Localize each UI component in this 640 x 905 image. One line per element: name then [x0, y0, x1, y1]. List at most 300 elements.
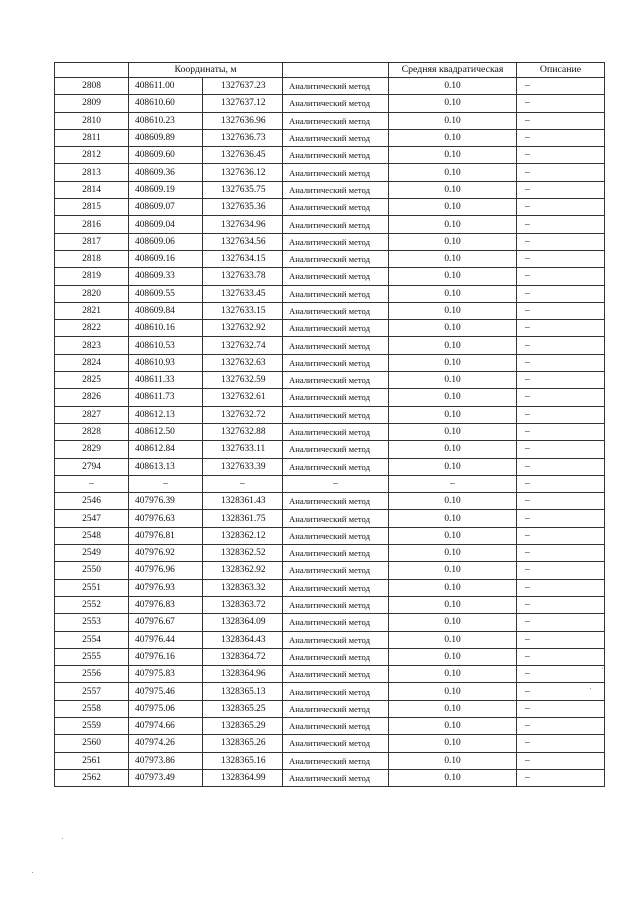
- error-cell: 0.10: [389, 147, 517, 164]
- table-row: [55, 233, 605, 250]
- table-row: [55, 337, 605, 354]
- method-cell: Аналитический метод: [283, 717, 389, 734]
- table-row: [55, 285, 605, 302]
- table-row: [55, 475, 605, 492]
- x-coordinate-cell: 408609.89: [129, 129, 203, 146]
- table-body: [55, 78, 605, 787]
- error-cell: 0.10: [389, 614, 517, 631]
- x-coordinate-cell: 407976.16: [129, 648, 203, 665]
- point-number-cell: 2546: [55, 493, 129, 510]
- method-cell: Аналитический метод: [283, 199, 389, 216]
- table-row: [55, 423, 605, 440]
- point-number-cell: 2549: [55, 545, 129, 562]
- y-coordinate-cell: 1328365.26: [203, 735, 283, 752]
- method-cell: Аналитический метод: [283, 631, 389, 648]
- description-cell: –: [517, 147, 605, 164]
- header-description: Описание: [517, 63, 605, 78]
- table-row: [55, 614, 605, 631]
- x-coordinate-cell: 408613.13: [129, 458, 203, 475]
- table-row: [55, 320, 605, 337]
- error-cell: 0.10: [389, 596, 517, 613]
- description-cell: –: [517, 545, 605, 562]
- description-cell: –: [517, 700, 605, 717]
- point-number-cell: 2823: [55, 337, 129, 354]
- description-cell: –: [517, 562, 605, 579]
- point-number-cell: 2821: [55, 302, 129, 319]
- point-number-cell: 2810: [55, 112, 129, 129]
- point-number-cell: 2548: [55, 527, 129, 544]
- method-cell: Аналитический метод: [283, 320, 389, 337]
- method-cell: Аналитический метод: [283, 406, 389, 423]
- error-cell: 0.10: [389, 717, 517, 734]
- point-number-cell: 2813: [55, 164, 129, 181]
- table-row: [55, 735, 605, 752]
- point-number-cell: 2827: [55, 406, 129, 423]
- y-coordinate-cell: 1327635.75: [203, 181, 283, 198]
- description-cell: –: [517, 406, 605, 423]
- method-cell: Аналитический метод: [283, 423, 389, 440]
- scan-speck: [32, 872, 33, 873]
- y-coordinate-cell: 1328364.09: [203, 614, 283, 631]
- point-number-cell: 2826: [55, 389, 129, 406]
- description-cell: –: [517, 752, 605, 769]
- table-row: [55, 268, 605, 285]
- x-coordinate-cell: 408609.19: [129, 181, 203, 198]
- y-coordinate-cell: 1327633.15: [203, 302, 283, 319]
- method-cell: Аналитический метод: [283, 458, 389, 475]
- y-coordinate-cell: 1328362.92: [203, 562, 283, 579]
- x-coordinate-cell: 408610.23: [129, 112, 203, 129]
- table-row: [55, 579, 605, 596]
- y-coordinate-cell: 1327633.11: [203, 441, 283, 458]
- error-cell: 0.10: [389, 337, 517, 354]
- x-coordinate-cell: 408609.06: [129, 233, 203, 250]
- method-cell: Аналитический метод: [283, 441, 389, 458]
- description-cell: –: [517, 475, 605, 492]
- description-cell: –: [517, 354, 605, 371]
- x-coordinate-cell: 408609.07: [129, 199, 203, 216]
- error-cell: 0.10: [389, 406, 517, 423]
- error-cell: 0.10: [389, 95, 517, 112]
- x-coordinate-cell: 407975.83: [129, 666, 203, 683]
- point-number-cell: 2816: [55, 216, 129, 233]
- method-cell: Аналитический метод: [283, 389, 389, 406]
- table-row: [55, 129, 605, 146]
- method-cell: Аналитический метод: [283, 164, 389, 181]
- error-cell: 0.10: [389, 112, 517, 129]
- description-cell: –: [517, 337, 605, 354]
- point-number-cell: 2811: [55, 129, 129, 146]
- description-cell: –: [517, 614, 605, 631]
- point-number-cell: 2829: [55, 441, 129, 458]
- x-coordinate-cell: 407973.49: [129, 769, 203, 786]
- x-coordinate-cell: –: [129, 475, 203, 492]
- description-cell: –: [517, 112, 605, 129]
- error-cell: 0.10: [389, 216, 517, 233]
- table-row: [55, 406, 605, 423]
- error-cell: 0.10: [389, 458, 517, 475]
- method-cell: Аналитический метод: [283, 78, 389, 95]
- description-cell: –: [517, 631, 605, 648]
- description-cell: –: [517, 579, 605, 596]
- y-coordinate-cell: 1327632.72: [203, 406, 283, 423]
- point-number-cell: 2556: [55, 666, 129, 683]
- y-coordinate-cell: 1327636.73: [203, 129, 283, 146]
- scan-speck: [590, 688, 591, 689]
- method-cell: Аналитический метод: [283, 95, 389, 112]
- y-coordinate-cell: 1327633.78: [203, 268, 283, 285]
- error-cell: 0.10: [389, 354, 517, 371]
- table-row: [55, 112, 605, 129]
- description-cell: –: [517, 199, 605, 216]
- x-coordinate-cell: 407976.39: [129, 493, 203, 510]
- y-coordinate-cell: 1327633.45: [203, 285, 283, 302]
- method-cell: Аналитический метод: [283, 302, 389, 319]
- description-cell: –: [517, 683, 605, 700]
- method-cell: Аналитический метод: [283, 735, 389, 752]
- x-coordinate-cell: 407976.63: [129, 510, 203, 527]
- point-number-cell: 2809: [55, 95, 129, 112]
- table-row: [55, 527, 605, 544]
- method-cell: Аналитический метод: [283, 596, 389, 613]
- x-coordinate-cell: 407976.93: [129, 579, 203, 596]
- y-coordinate-cell: –: [203, 475, 283, 492]
- y-coordinate-cell: 1327635.36: [203, 199, 283, 216]
- table-row: [55, 181, 605, 198]
- error-cell: 0.10: [389, 423, 517, 440]
- method-cell: Аналитический метод: [283, 510, 389, 527]
- method-cell: Аналитический метод: [283, 579, 389, 596]
- description-cell: –: [517, 250, 605, 267]
- table-row: [55, 648, 605, 665]
- method-cell: Аналитический метод: [283, 216, 389, 233]
- y-coordinate-cell: 1328361.43: [203, 493, 283, 510]
- method-cell: Аналитический метод: [283, 233, 389, 250]
- error-cell: 0.10: [389, 250, 517, 267]
- table-row: [55, 458, 605, 475]
- x-coordinate-cell: 407974.26: [129, 735, 203, 752]
- x-coordinate-cell: 408609.33: [129, 268, 203, 285]
- y-coordinate-cell: 1328364.72: [203, 648, 283, 665]
- coordinates-table: [54, 62, 605, 787]
- x-coordinate-cell: 408612.50: [129, 423, 203, 440]
- y-coordinate-cell: 1328364.99: [203, 769, 283, 786]
- description-cell: –: [517, 129, 605, 146]
- x-coordinate-cell: 408610.53: [129, 337, 203, 354]
- y-coordinate-cell: 1327632.61: [203, 389, 283, 406]
- description-cell: –: [517, 648, 605, 665]
- error-cell: 0.10: [389, 631, 517, 648]
- description-cell: –: [517, 164, 605, 181]
- x-coordinate-cell: 407975.46: [129, 683, 203, 700]
- y-coordinate-cell: 1328365.25: [203, 700, 283, 717]
- point-number-cell: 2562: [55, 769, 129, 786]
- table-row: [55, 510, 605, 527]
- coordinates-table-sheet: [54, 62, 604, 787]
- x-coordinate-cell: 408609.60: [129, 147, 203, 164]
- method-cell: Аналитический метод: [283, 769, 389, 786]
- table-row: [55, 596, 605, 613]
- x-coordinate-cell: 407974.66: [129, 717, 203, 734]
- y-coordinate-cell: 1328362.52: [203, 545, 283, 562]
- method-cell: Аналитический метод: [283, 285, 389, 302]
- table-row: [55, 147, 605, 164]
- y-coordinate-cell: 1327632.88: [203, 423, 283, 440]
- table-row: [55, 545, 605, 562]
- x-coordinate-cell: 407973.86: [129, 752, 203, 769]
- table-row: [55, 769, 605, 786]
- method-cell: Аналитический метод: [283, 752, 389, 769]
- header-coordinates: Координаты, м: [129, 63, 283, 78]
- error-cell: 0.10: [389, 181, 517, 198]
- description-cell: –: [517, 268, 605, 285]
- header-mean-square-error: Средняя квадратическая: [389, 63, 517, 78]
- x-coordinate-cell: 408611.00: [129, 78, 203, 95]
- point-number-cell: 2555: [55, 648, 129, 665]
- scan-speck: [602, 668, 603, 669]
- x-coordinate-cell: 407976.67: [129, 614, 203, 631]
- point-number-cell: 2818: [55, 250, 129, 267]
- y-coordinate-cell: 1327637.12: [203, 95, 283, 112]
- x-coordinate-cell: 407975.06: [129, 700, 203, 717]
- x-coordinate-cell: 407976.92: [129, 545, 203, 562]
- error-cell: 0.10: [389, 372, 517, 389]
- point-number-cell: 2557: [55, 683, 129, 700]
- x-coordinate-cell: 408609.84: [129, 302, 203, 319]
- table-row: [55, 199, 605, 216]
- description-cell: –: [517, 95, 605, 112]
- x-coordinate-cell: 408610.16: [129, 320, 203, 337]
- table-row: [55, 216, 605, 233]
- error-cell: 0.10: [389, 164, 517, 181]
- table-row: [55, 562, 605, 579]
- description-cell: –: [517, 389, 605, 406]
- x-coordinate-cell: 407976.44: [129, 631, 203, 648]
- point-number-cell: 2808: [55, 78, 129, 95]
- error-cell: 0.10: [389, 752, 517, 769]
- method-cell: Аналитический метод: [283, 372, 389, 389]
- x-coordinate-cell: 408612.84: [129, 441, 203, 458]
- method-cell: Аналитический метод: [283, 250, 389, 267]
- method-cell: Аналитический метод: [283, 562, 389, 579]
- table-row: [55, 164, 605, 181]
- description-cell: –: [517, 458, 605, 475]
- y-coordinate-cell: 1328361.75: [203, 510, 283, 527]
- point-number-cell: 2820: [55, 285, 129, 302]
- description-cell: –: [517, 233, 605, 250]
- error-cell: 0.10: [389, 268, 517, 285]
- x-coordinate-cell: 408609.55: [129, 285, 203, 302]
- y-coordinate-cell: 1327634.15: [203, 250, 283, 267]
- error-cell: 0.10: [389, 493, 517, 510]
- table-row: [55, 441, 605, 458]
- table-row: [55, 700, 605, 717]
- y-coordinate-cell: 1327636.45: [203, 147, 283, 164]
- table-row: [55, 372, 605, 389]
- method-cell: Аналитический метод: [283, 112, 389, 129]
- x-coordinate-cell: 408610.60: [129, 95, 203, 112]
- point-number-cell: 2559: [55, 717, 129, 734]
- table-row: [55, 666, 605, 683]
- y-coordinate-cell: 1328365.29: [203, 717, 283, 734]
- method-cell: Аналитический метод: [283, 337, 389, 354]
- point-number-cell: –: [55, 475, 129, 492]
- point-number-cell: 2814: [55, 181, 129, 198]
- description-cell: –: [517, 216, 605, 233]
- x-coordinate-cell: 408610.93: [129, 354, 203, 371]
- y-coordinate-cell: 1327637.23: [203, 78, 283, 95]
- y-coordinate-cell: 1327632.59: [203, 372, 283, 389]
- method-cell: Аналитический метод: [283, 648, 389, 665]
- point-number-cell: 2560: [55, 735, 129, 752]
- error-cell: 0.10: [389, 233, 517, 250]
- error-cell: 0.10: [389, 285, 517, 302]
- x-coordinate-cell: 408609.36: [129, 164, 203, 181]
- x-coordinate-cell: 408609.16: [129, 250, 203, 267]
- method-cell: Аналитический метод: [283, 614, 389, 631]
- table-row: [55, 250, 605, 267]
- x-coordinate-cell: 407976.96: [129, 562, 203, 579]
- y-coordinate-cell: 1327632.63: [203, 354, 283, 371]
- error-cell: 0.10: [389, 735, 517, 752]
- header-point-number: [55, 63, 129, 78]
- error-cell: 0.10: [389, 683, 517, 700]
- error-cell: 0.10: [389, 302, 517, 319]
- description-cell: –: [517, 769, 605, 786]
- point-number-cell: 2812: [55, 147, 129, 164]
- description-cell: –: [517, 717, 605, 734]
- x-coordinate-cell: 408609.04: [129, 216, 203, 233]
- point-number-cell: 2825: [55, 372, 129, 389]
- error-cell: 0.10: [389, 129, 517, 146]
- method-cell: –: [283, 475, 389, 492]
- description-cell: –: [517, 527, 605, 544]
- description-cell: –: [517, 423, 605, 440]
- table-row: [55, 717, 605, 734]
- point-number-cell: 2554: [55, 631, 129, 648]
- method-cell: Аналитический метод: [283, 545, 389, 562]
- error-cell: 0.10: [389, 510, 517, 527]
- y-coordinate-cell: 1327636.12: [203, 164, 283, 181]
- x-coordinate-cell: 408612.13: [129, 406, 203, 423]
- point-number-cell: 2550: [55, 562, 129, 579]
- scan-speck: [62, 838, 63, 839]
- y-coordinate-cell: 1327632.92: [203, 320, 283, 337]
- point-number-cell: 2561: [55, 752, 129, 769]
- error-cell: 0.10: [389, 320, 517, 337]
- point-number-cell: 2815: [55, 199, 129, 216]
- method-cell: Аналитический метод: [283, 527, 389, 544]
- table-row: [55, 78, 605, 95]
- x-coordinate-cell: 407976.83: [129, 596, 203, 613]
- point-number-cell: 2824: [55, 354, 129, 371]
- y-coordinate-cell: 1328365.16: [203, 752, 283, 769]
- point-number-cell: 2552: [55, 596, 129, 613]
- description-cell: –: [517, 735, 605, 752]
- y-coordinate-cell: 1328364.96: [203, 666, 283, 683]
- description-cell: –: [517, 441, 605, 458]
- description-cell: –: [517, 181, 605, 198]
- method-cell: Аналитический метод: [283, 147, 389, 164]
- description-cell: –: [517, 493, 605, 510]
- x-coordinate-cell: 407976.81: [129, 527, 203, 544]
- description-cell: –: [517, 666, 605, 683]
- table-row: [55, 302, 605, 319]
- error-cell: 0.10: [389, 562, 517, 579]
- point-number-cell: 2819: [55, 268, 129, 285]
- y-coordinate-cell: 1327634.56: [203, 233, 283, 250]
- y-coordinate-cell: 1328362.12: [203, 527, 283, 544]
- error-cell: 0.10: [389, 579, 517, 596]
- error-cell: 0.10: [389, 666, 517, 683]
- point-number-cell: 2794: [55, 458, 129, 475]
- table-header-row: [55, 63, 605, 78]
- description-cell: –: [517, 302, 605, 319]
- error-cell: 0.10: [389, 389, 517, 406]
- table-row: [55, 493, 605, 510]
- error-cell: 0.10: [389, 78, 517, 95]
- table-row: [55, 752, 605, 769]
- method-cell: Аналитический метод: [283, 683, 389, 700]
- y-coordinate-cell: 1327636.96: [203, 112, 283, 129]
- error-cell: –: [389, 475, 517, 492]
- error-cell: 0.10: [389, 441, 517, 458]
- error-cell: 0.10: [389, 527, 517, 544]
- point-number-cell: 2553: [55, 614, 129, 631]
- description-cell: –: [517, 596, 605, 613]
- table-row: [55, 683, 605, 700]
- table-row: [55, 95, 605, 112]
- method-cell: Аналитический метод: [283, 700, 389, 717]
- x-coordinate-cell: 408611.33: [129, 372, 203, 389]
- method-cell: Аналитический метод: [283, 493, 389, 510]
- method-cell: Аналитический метод: [283, 268, 389, 285]
- error-cell: 0.10: [389, 769, 517, 786]
- point-number-cell: 2817: [55, 233, 129, 250]
- y-coordinate-cell: 1327634.96: [203, 216, 283, 233]
- y-coordinate-cell: 1328363.72: [203, 596, 283, 613]
- method-cell: Аналитический метод: [283, 129, 389, 146]
- description-cell: –: [517, 78, 605, 95]
- description-cell: –: [517, 510, 605, 527]
- y-coordinate-cell: 1328364.43: [203, 631, 283, 648]
- point-number-cell: 2547: [55, 510, 129, 527]
- error-cell: 0.10: [389, 700, 517, 717]
- method-cell: Аналитический метод: [283, 666, 389, 683]
- y-coordinate-cell: 1328365.13: [203, 683, 283, 700]
- table-row: [55, 354, 605, 371]
- error-cell: 0.10: [389, 648, 517, 665]
- error-cell: 0.10: [389, 199, 517, 216]
- error-cell: 0.10: [389, 545, 517, 562]
- x-coordinate-cell: 408611.73: [129, 389, 203, 406]
- point-number-cell: 2551: [55, 579, 129, 596]
- point-number-cell: 2828: [55, 423, 129, 440]
- method-cell: Аналитический метод: [283, 181, 389, 198]
- header-method: [283, 63, 389, 78]
- y-coordinate-cell: 1327633.39: [203, 458, 283, 475]
- description-cell: –: [517, 372, 605, 389]
- description-cell: –: [517, 320, 605, 337]
- point-number-cell: 2822: [55, 320, 129, 337]
- method-cell: Аналитический метод: [283, 354, 389, 371]
- table-row: [55, 631, 605, 648]
- point-number-cell: 2558: [55, 700, 129, 717]
- y-coordinate-cell: 1327632.74: [203, 337, 283, 354]
- y-coordinate-cell: 1328363.32: [203, 579, 283, 596]
- table-row: [55, 389, 605, 406]
- description-cell: –: [517, 285, 605, 302]
